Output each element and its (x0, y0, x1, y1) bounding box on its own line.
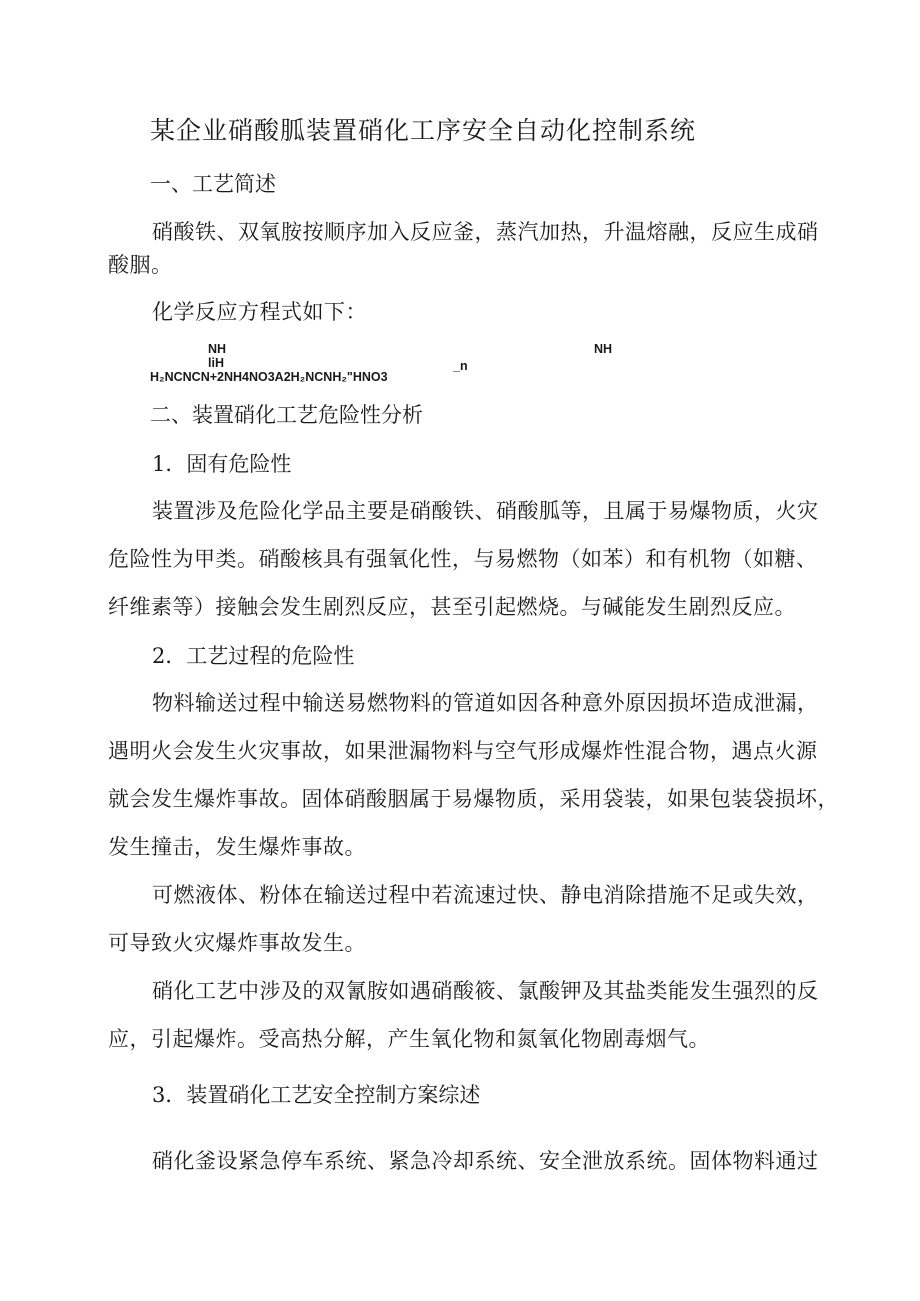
paragraph-line: 硝化釜设紧急停车系统、紧急冷却系统、安全泄放系统。固体物料通过 (152, 1149, 819, 1173)
subsection-2-heading: 2．工艺过程的危险性 (152, 644, 355, 668)
paragraph-line: 可导致火灾爆炸事故发生。 (108, 931, 366, 955)
subsection-3-heading: 3．装置硝化工艺安全控制方案综述 (152, 1083, 481, 1107)
equation-subscript-n: _n (453, 359, 468, 373)
equation-main: H₂NCNCN+2NH4NO3A2H₂NCNH₂"HNO3 (150, 370, 388, 384)
paragraph-line: 遇明火会发生火灾事故，如果泄漏物料与空气形成爆炸性混合物，遇点火源 (108, 739, 818, 763)
paragraph-line: 硝化工艺中涉及的双氰胺如遇硝酸筱、氯酸钾及其盐类能发生强烈的反 (152, 979, 819, 1003)
equation-nh-left: NH (208, 342, 227, 356)
subsection-1-heading: 1．固有危险性 (152, 452, 292, 476)
paragraph-line: 硝酸铁、双氧胺按顺序加入反应釜，蒸汽加热，升温熔融，反应生成硝 (152, 220, 819, 244)
paragraph-line: 应，引起爆炸。受高热分解，产生氧化物和氮氧化物剧毒烟气。 (108, 1027, 710, 1051)
paragraph-line: 酸胭。 (108, 253, 173, 277)
section-1-heading: 一、工艺简述 (150, 172, 276, 196)
paragraph-line: 纤维素等）接触会发生剧烈反应，甚至引起燃烧。与碱能发生剧烈反应。 (108, 595, 796, 619)
section-2-heading: 二、装置硝化工艺危险性分析 (150, 403, 423, 427)
paragraph-line: 发生撞击，发生爆炸事故。 (108, 835, 366, 859)
paragraph-line: 可燃液体、粉体在输送过程中若流速过快、静电消除措施不足或失效， (152, 883, 819, 907)
paragraph-line: 化学反应方程式如下： (152, 300, 367, 324)
paragraph-line: 装置涉及危险化学品主要是硝酸铁、硝酸胍等，且属于易爆物质，火灾 (152, 499, 819, 523)
paragraph-line: 危险性为甲类。硝酸核具有强氧化性，与易燃物（如苯）和有机物（如糖、 (108, 547, 818, 571)
paragraph-line: 物料输送过程中输送易燃物料的管道如因各种意外原因损坏造成泄漏， (152, 691, 819, 715)
paragraph-line: 就会发生爆炸事故。固体硝酸胭属于易爆物质，采用袋装，如果包装袋损坏， (108, 787, 839, 811)
equation-nh-right: NH (594, 342, 613, 356)
equation-lih: liH (208, 356, 224, 370)
page-title: 某企业硝酸胍装置硝化工序安全自动化控制系统 (150, 116, 697, 145)
